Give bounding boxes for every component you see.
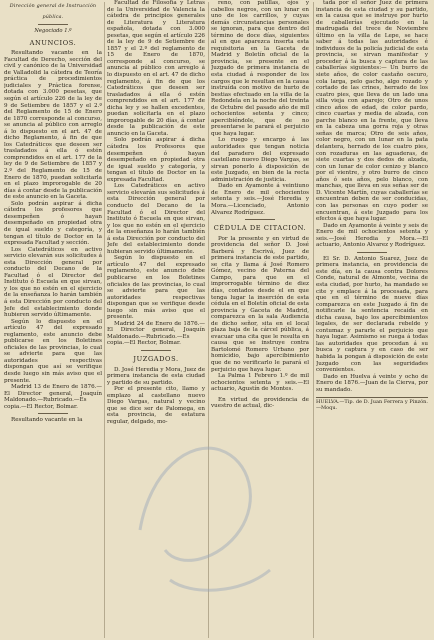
column-1 bbox=[4, 0, 102, 640]
column-2 bbox=[107, 0, 205, 640]
section-label: Negociado 1.º bbox=[34, 28, 72, 35]
paragraph: Lo ruego y encargo á las autoridades que tengan noticia del paradero del expresado castellano nuevo Diego Vargas, se sirvan ponerlo á disposición de este Juzgado, en bien de la recta administración de justicia. bbox=[211, 137, 309, 183]
paragraph: Por la presente y en virtud de providencia del señor D. José Barberá y Escrivá, Juez de primera instancia de este partido, se cita y llama á José Romero Gómez, vecino de Paterna del Campo, para que en el improrrogable término de diez días, contados desde el en que tenga lugar la inserción de esta cédula en el Boletín oficial de esta provincia y Gaceta de Madrid, comparezca en la sala Audiencia de dicho señor, sita en el local plaza baja de la cárcel pública, á evacuar una cita que le resulta en causa que se instruye contra Bartolomé Romero Urbano por homicidio, bajo apercibimiento que de no verificarlo le parará el perjuicio que haya lugar. bbox=[211, 235, 309, 373]
header-rule bbox=[38, 24, 68, 25]
paragraph: Solo podrán aspirar á dicha cátedra los profesores que desempeñen ó hayan desempeñado en propiedad otra de igual sueldo y categoría, y tengan el título de Doctor en la expresada Facultad y sección. bbox=[4, 200, 102, 247]
section-title: CÉDULA DE CITACION. bbox=[213, 224, 307, 233]
paragraph: Según lo dispuesto en el artículo 47 del expresado reglamento, este anuncio debe publicarse en los Boletines oficiales de las provincias, lo cual se advierte para que las autoridades respectivas dispongan que se verifique desde luego sin más aviso que el presente. bbox=[107, 255, 205, 321]
paragraph: Facultad de Filosofía y Letras de la Universidad de Valencia la cátedra de principios generales de Literatura y Literatura española, dotada con 3.000 pesetas, que según el artículo 226 de la ley de 9 de Setiembre de 1857 y el 2.º del reglamento de 15 de Enero de 1870, corresponde al concurso, se anuncia al público con arreglo á lo dispuesto en el art. 47 de dicho reglamento, á fin de que los Catedráticos que deseen ser trasladados á ella ó estén comprendidos en el art. 177 de dicha ley y se hallen excedentes, puedan solicitarla en el plazo improrogable de 20 días, á contar desde la publicación de este anuncio en la Gaceta. bbox=[107, 0, 205, 137]
paragraph: Solo podrán aspirar á dicha cátedra los Profesores que desempeñen ó hayan desempeñado en propiedad otra de igual sueldo y categoría, y tengan el título de Doctor en la expresada Facultad. bbox=[107, 137, 205, 183]
printer-imprint: HUELVA.—Tip. de D. Juan Ferrera y Pinzón.—Moqu. bbox=[316, 399, 428, 412]
column-4 bbox=[316, 0, 428, 640]
section-title: JUZGADOS. bbox=[133, 354, 179, 363]
section-title: ANUNCIOS. bbox=[29, 38, 77, 47]
divider bbox=[38, 413, 68, 414]
paragraph: Dado en Huelva á veinte y ocho de Enero de 1876.—Juan de la Cierva, por su mandado. bbox=[316, 373, 428, 393]
header-direction: Dirección general de Instrucción bbox=[9, 4, 97, 9]
paragraph: Dado en Ayamonte á veinte y seis de Enero de mil ochocientos setenta y seis.—José Heredia y Mora.—El actuario, Antonio Alvarez y Rodríguez. bbox=[316, 222, 428, 249]
paragraph: Madrid 24 de Enero de 1876.—El Director general, Joaquín Maldonado.—Rubricado.—Es copia.—El Rector, Bolmar. bbox=[107, 320, 205, 347]
paragraph: Resultando vacante en la Facultad de Derecho, sección del civil y canónico de la Universidad de Valladolid la cátedra de Teoría práctica de procedimientos judiciales y Práctica forense, dotada con 3.000 pesetas, que según el artículo 226 de la ley de 9 de Setiembre de 1857 y el 2.º del Reglamento de 15 de Enero de 1870 corresponde al concurso, se anuncia al público con arreglo á lo dispuesto en el art. 47 de dicho Reglamento, á fin de que los Catedráticos que deseen ser trasladados á ella ó estén comprendidos en el art. 177 de la ley de 9 de Setiembre de 1857 y 2.º del Reglamento de 15 de Enero de 1870, puedan solicitarla en el plazo improrogable de 20 días á contar desde la publicación de este anuncio en la Gaceta. bbox=[4, 50, 102, 201]
header-subtitle: pública. bbox=[42, 14, 64, 20]
paragraph: Según lo dispuesto en el artículo 47 del expresado reglamento, este anuncio debe publicarse en los Boletines oficiales de las provincias, lo cual se advierte para que las autoridades respectivas dispongan que así se verifique desde luego sin más aviso que el presente. bbox=[4, 318, 102, 384]
divider bbox=[245, 219, 275, 220]
paragraph: reno, con patillas, ojos y cabellos negros, con un lunar en uno de los carrillos, y cuyas demás circunstancias personales se ignoran, para que dentro del término de doce días, siguientes al en que aparezca inserta esta requisitoria en la Gaceta de Madrid y Boletín oficial de la provincia, se presente en el Juzgado de primera instancia de esta ciudad á responder de los cargos que le resultan en la causa instruída con motivo de hurto de bestias efectuado en la villa de la Redondela en la noche del treinta de Octubre del pasado año de mil ochocientos setenta y cinco; apercibiéndole, que de no presentarse le parará el perjuicio que haya lugar. bbox=[211, 0, 309, 137]
column-divider bbox=[313, 2, 314, 638]
paragraph: En virtud de providencia de vuestro de actual, dic- bbox=[211, 396, 309, 410]
paragraph: Madrid 13 de Enero de 1876.—El Director general, Joaquín Maldonado.—Rubricado.—Es copia.—El Rector, Bolmar. bbox=[4, 384, 102, 410]
column-divider bbox=[208, 2, 209, 638]
paragraph: La Palma 1 Febrero 1.º de mil ochocientos setenta y seis.—El actuario, Agustín de Montes. bbox=[211, 373, 309, 393]
paragraph: Por el presente cito, llamo y emplazo al castellano nuevo Diego Vargas, natural y vecino que se dice ser de Palomega, en esta provincia, de estatura regular, delgado, mo- bbox=[107, 386, 205, 425]
divider bbox=[357, 252, 387, 253]
paragraph: Los Catedráticos en activo servicio elevarán sus solicitudes á esta Dirección general por conducto del Decano de la Facultad ó el Director del Instituto ó Escuela en que sirvan, y los que no estén en el ejercicio de la enseñanza lo harán también á esta Dirección por conducto del Jefe del establecimiento donde hubieran servido últimamente. bbox=[107, 183, 205, 255]
paragraph: D. José Heredia y Mora, Juez de primera instancia de esta ciudad y partido de su partido. bbox=[107, 366, 205, 386]
divider bbox=[141, 350, 171, 351]
paragraph: tada por el señor Juez de primera instancia de esta ciudad y su partido, en la causa que se instruye por hurto de caballerías ejecutado en la madrugada del trece de Noviembre último en la villa de Lepe, se hace saber á todas las autoridades é individuos de la policía judicial de esta provincia, se sirvan manifestar y proceder á la busca y captura de las caballerías siguientes:— Un burro de siete años, de color castaño oscuro, cola larga, pelo gacho, algo rozado y cortado de las crines, herrado de los cuatro pies, que lleva de un lado una silla vieja con aparejo; Otro de unos cinco años de edad, de color pardo, cinco cuartas y media de alzada, con parche blanco en la frente, que lleva en la cabeza una gorra roja y otras señas de marca; Otro de seis años, color negro, con un lunar en la pata delantera, herrado de los cuatro pies, con rozaduras en las aguaderas, de siete cuartas y dos dedos de alzada, con un lunar de color cenizo y blanco por el vientre, y otro burro de cinco años ó seis años, pelo blanco, con manchas, que lleva en sus señas ser de D. Vicente Martín, cuyas caballerías se encuentran deben de ser conducidas, con las personas en cuyo poder se encuentran, á este Juzgado para los efectos á que haya lugar. bbox=[316, 0, 428, 223]
column-3 bbox=[211, 0, 309, 640]
column-divider bbox=[104, 2, 105, 638]
paragraph: Los Catedráticos en activo servicio elevarán sus solicitudes á esta Dirección general por conducto del Decano de la Facultad ó el Director del Instituto ó Escuela en que sirvan, y los que no estén en el ejercicio de la enseñanza lo harán también á esta Dirección por conducto del Jefe del establecimiento donde hubieren servido últimamente. bbox=[4, 246, 102, 319]
paragraph: Dado en Ayamonte á veintiuno de Enero de mil ochocientos setenta y seis.—José Heredia y Mora.—Licenciado, Antonio Alvarez Rodríguez. bbox=[211, 183, 309, 216]
paragraph: Resultando vacante en la bbox=[11, 417, 83, 424]
paragraph: El Sr. D. Antonio Suarez, Juez de primera instancia, en providencia de este día, en la causa contra Dolores Conde, natural de Almonte, vecina de esta ciudad, por hurto, ha mandado se cite y emplace á la procesada, para que en el término de nueve días comparezca en este Juzgado á fin de notificarle la sentencia recaída en dicha causa, bajo los apercibimientos legales, de ser declarada rebelde y contumaz y pararle el perjuicio que haya lugar. Asimismo se ruega á todas las autoridades que procedan á su busca y captura y en caso de ser habida la pongan á disposición de este Juzgado con las seguridades convenientes. bbox=[316, 255, 428, 374]
